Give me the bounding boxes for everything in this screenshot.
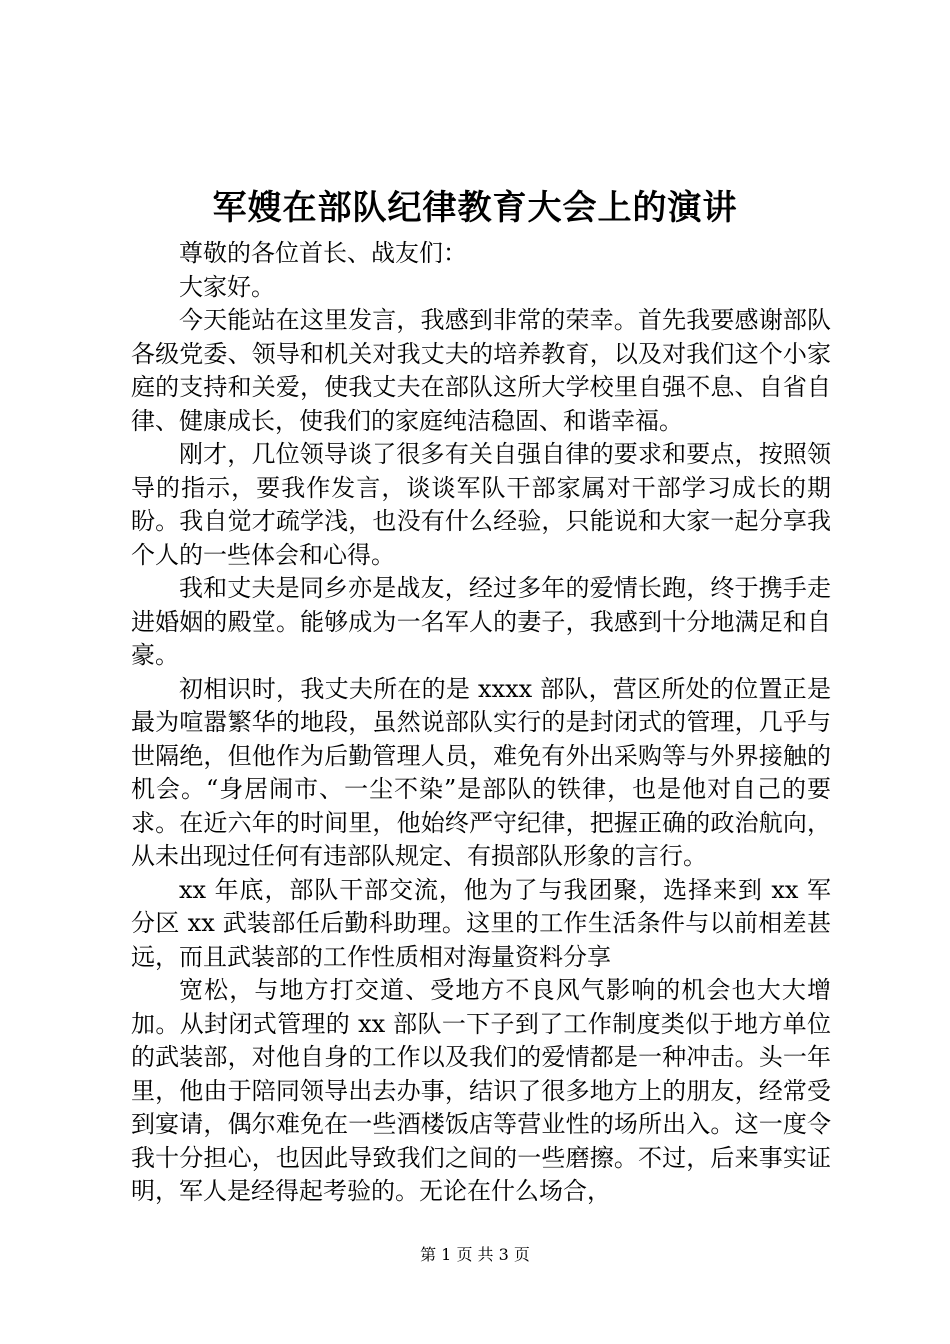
paragraph-salutation: 尊敬的各位首长、战友们： [179, 239, 467, 267]
paragraph: 刚才，几位领导谈了很多有关自强自律的要求和要点，按照领导的指示，要我作发言，谈谈军队干部家属对干部学习成长的期盼。我自觉才疏学浅，也没有什么经验，只能说和大家一起分享我个人的一些体会和心得。 [131, 440, 831, 569]
paragraph: 我和丈夫是同乡亦是战友，经过多年的爱情长跑，终于携手走进婚姻的殿堂。能够成为一名军人的妻子，我感到十分地满足和自豪。 [131, 574, 831, 669]
paragraph: 今天能站在这里发言，我感到非常的荣幸。首先我要感谢部队各级党委、领导和机关对我丈夫的培养教育，以及对我们这个小家庭的支持和关爱，使我丈夫在部队这所大学校里自强不息、自省自律、健康成长，使我们的家庭纯洁稳固、和谐幸福。 [131, 306, 831, 435]
page-number-footer: 第 1 页 共 3 页 [420, 1245, 530, 1264]
paragraph-greeting: 大家好。 [179, 272, 275, 301]
paragraph: xx 年底，部队干部交流，他为了与我团聚，选择来到 xx 军分区 xx 武装部任后勤科助理。这里的工作生活条件与以前相差甚远，而且武装部的工作性质相对海量资料分享 [131, 875, 831, 971]
document-body [131, 237, 831, 1209]
document-title: 军嫂在部队纪律教育大会上的演讲 [212, 188, 738, 228]
paragraph: 初相识时，我丈夫所在的是 xxxx 部队，营区所处的位置正是最为喧嚣繁华的地段，虽然说部队实行的是封闭式的管理，几乎与世隔绝，但他作为后勤管理人员，难免有外出采购等与外界接触的机会。“身居闹市、一尘不染”是部队的铁律，也是他对自己的要求。在近六年的时间里，他始终严守纪律，把握正确的政治航向，从未出现过任何有违部队规定、有损部队形象的言行。 [131, 674, 831, 870]
paragraph: 宽松，与地方打交道、受地方不良风气影响的机会也大大增加。从封闭式管理的 xx 部队一下子到了工作制度类似于地方单位的武装部，对他自身的工作以及我们的爱情都是一种冲击。头一年里，他由于陪同领导出去办事，结识了很多地方上的朋友，经常受到宴请，偶尔难免在一些酒楼饭店等营业性的场所出入。这一度令我十分担心，也因此导致我们之间的一些磨擦。不过，后来事实证明，军人是经得起考验的。无论在什么场合， [131, 976, 831, 1205]
